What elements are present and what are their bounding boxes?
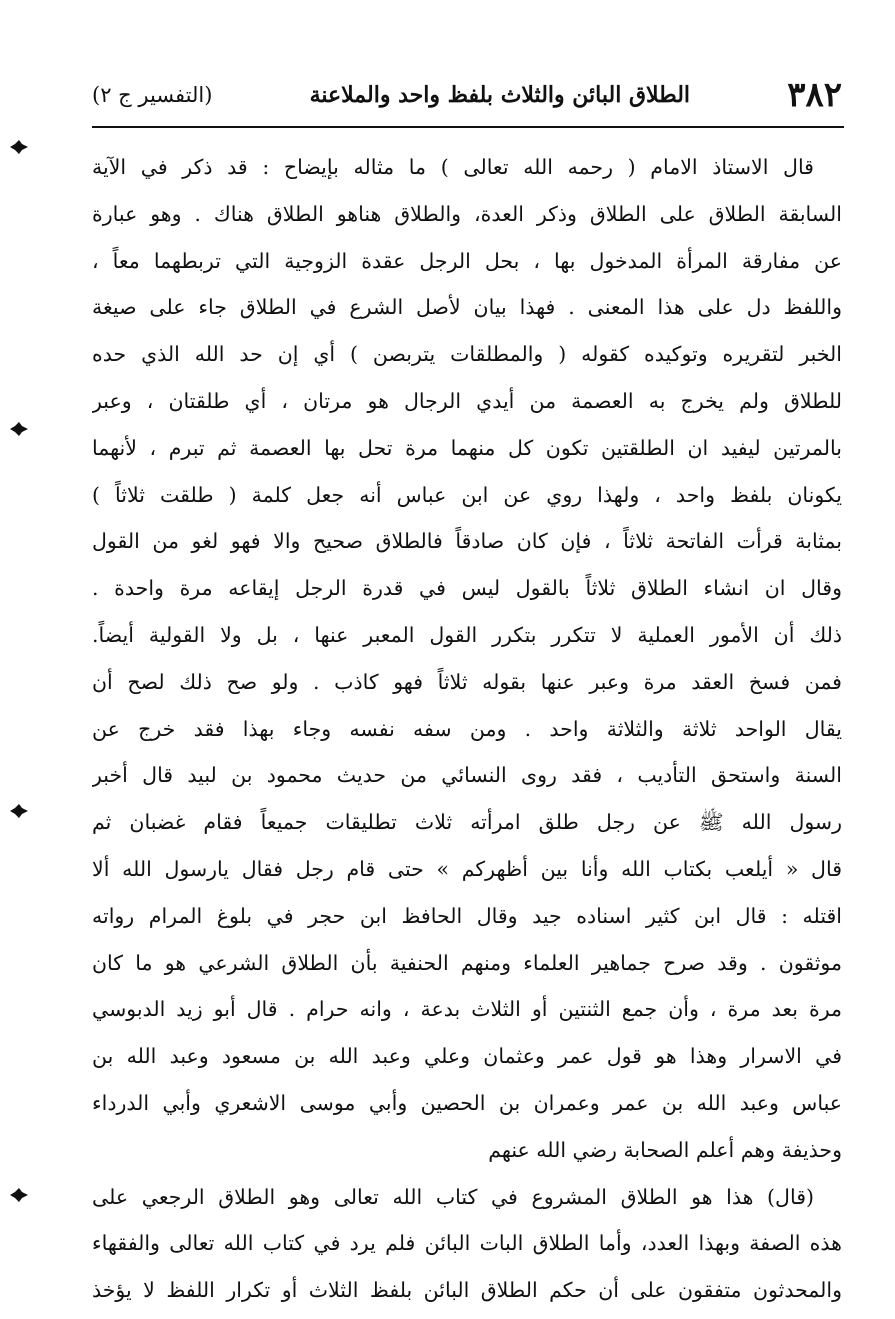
text-line: هذه الصفة وبهذا العدد، وأما الطلاق البات البائن فلم يرد في كتاب الله تعالى والفقهاء	[92, 1231, 842, 1256]
text-line: وحذيفة وهم أعلم الصحابة رضي الله عنهم	[488, 1137, 842, 1162]
text-line: في الاسرار وهذا هو قول عمر وعثمان وعلي وعبد الله بن مسعود وعبد الله بن	[92, 1044, 842, 1069]
binding-hole-mark	[10, 1188, 28, 1202]
text-line: قال الاستاذ الامام ( رحمه الله تعالى ) ما مثاله بإيضاح : قد ذكر في الآية	[92, 155, 814, 179]
text-line: ذلك أن الأمور العملية لا تتكرر بتكرر القول المعبر عنها ، بل ولا القولية أيضاً.	[92, 622, 842, 647]
text-line: رسول الله ﷺ عن رجل طلق امرأته ثلاث تطليقات جميعاً فقام غضبان ثم	[92, 810, 842, 835]
text-line: قال « أيلعب بكتاب الله وأنا بين أظهركم » حتى قام رجل فقال يارسول الله ألا	[92, 856, 842, 881]
header-rule	[92, 126, 844, 128]
text-line: مرة بعد مرة ، وأن جمع الثنتين أو الثلاث بدعة ، وانه حرام . قال أبو زيد الدبوسي	[92, 997, 842, 1022]
text-line: بالمرتين ليفيد ان الطلقتين تكون كل منهما مرة تحل بها العصمة ثم تبرم ، لأنهما	[92, 435, 842, 460]
text-line: والمحدثون متفقون على أن حكم الطلاق البائن بلفظ الثلاث أو تكرار اللفظ لا يؤخذ	[92, 1278, 842, 1303]
page-header	[92, 70, 842, 120]
text-line: السابقة الطلاق على الطلاق وذكر العدة، والطلاق هناهو الطلاق هناك . وهو عبارة	[92, 201, 842, 226]
text-line: موثقون . وقد صرح جماهير العلماء ومنهم الحنفية بأن الطلاق الشرعي هو ما كان	[92, 950, 842, 975]
text-line: السنة واستحق التأديب ، فقد روى النسائي من حديث محمود بن لبيد قال أخبر	[92, 763, 842, 788]
text-line: الخبر لتقريره وتوكيده كقوله ( والمطلقات يتربصن ) أي إن حد الله الذي حده	[92, 342, 842, 367]
text-line: بمثابة قرأت الفاتحة ثلاثاً ، فإن كان صادقاً فالطلاق صحيح والا فهو لغو من القول	[92, 529, 842, 554]
text-line: يقال الواحد ثلاثة والثلاثة واحد . ومن سفه نفسه وجاء بهذا فقد خرج عن	[92, 716, 842, 741]
text-line: وقال ان انشاء الطلاق ثلاثاً بالقول ليس في قدرة الرجل إيقاعه مرة واحدة .	[92, 576, 842, 601]
binding-hole-mark	[10, 422, 28, 436]
book-label: (التفسير ج ٢)	[92, 83, 213, 107]
text-line: للطلاق ولم يخرج به العصمة من أيدي الرجال هو مرتان ، أي طلقتان ، وعبر	[92, 388, 842, 413]
page-number: ٣٨٢	[787, 75, 842, 115]
text-line: عن مفارقة المرأة المدخول بها ، بحل الرجل عقدة الزوجية التي تربطهما معاً ،	[92, 248, 842, 273]
text-line: فمن فسخ العقد مرة وعبر عنها بقوله ثلاثاً فهو كاذب . ولو صح ذلك لصح أن	[92, 669, 842, 694]
text-line: (قال) هذا هو الطلاق المشروع في كتاب الله تعالى وهو الطلاق الرجعي على	[92, 1184, 814, 1209]
text-line: يكونان بلفظ واحد ، ولهذا روي عن ابن عباس أنه جعل كلمة ( طلقت ثلاثاً )	[92, 482, 842, 507]
text-line: عباس وعبد الله بن عمر وعمران بن الحصين وأبي موسى الاشعري وأبي الدرداء	[92, 1090, 842, 1115]
binding-hole-mark	[10, 140, 28, 154]
running-title: الطلاق البائن والثلاث بلفظ واحد والملاعنة	[309, 82, 691, 108]
body-text	[92, 144, 842, 1314]
binding-hole-mark	[10, 804, 28, 818]
text-line: واللفظ دل على هذا المعنى . فهذا بيان لأصل الشرع في الطلاق جاء على صيغة	[92, 295, 842, 320]
text-line: اقتله : قال ابن كثير اسناده جيد وقال الحافظ ابن حجر في بلوغ المرام رواته	[92, 903, 842, 928]
